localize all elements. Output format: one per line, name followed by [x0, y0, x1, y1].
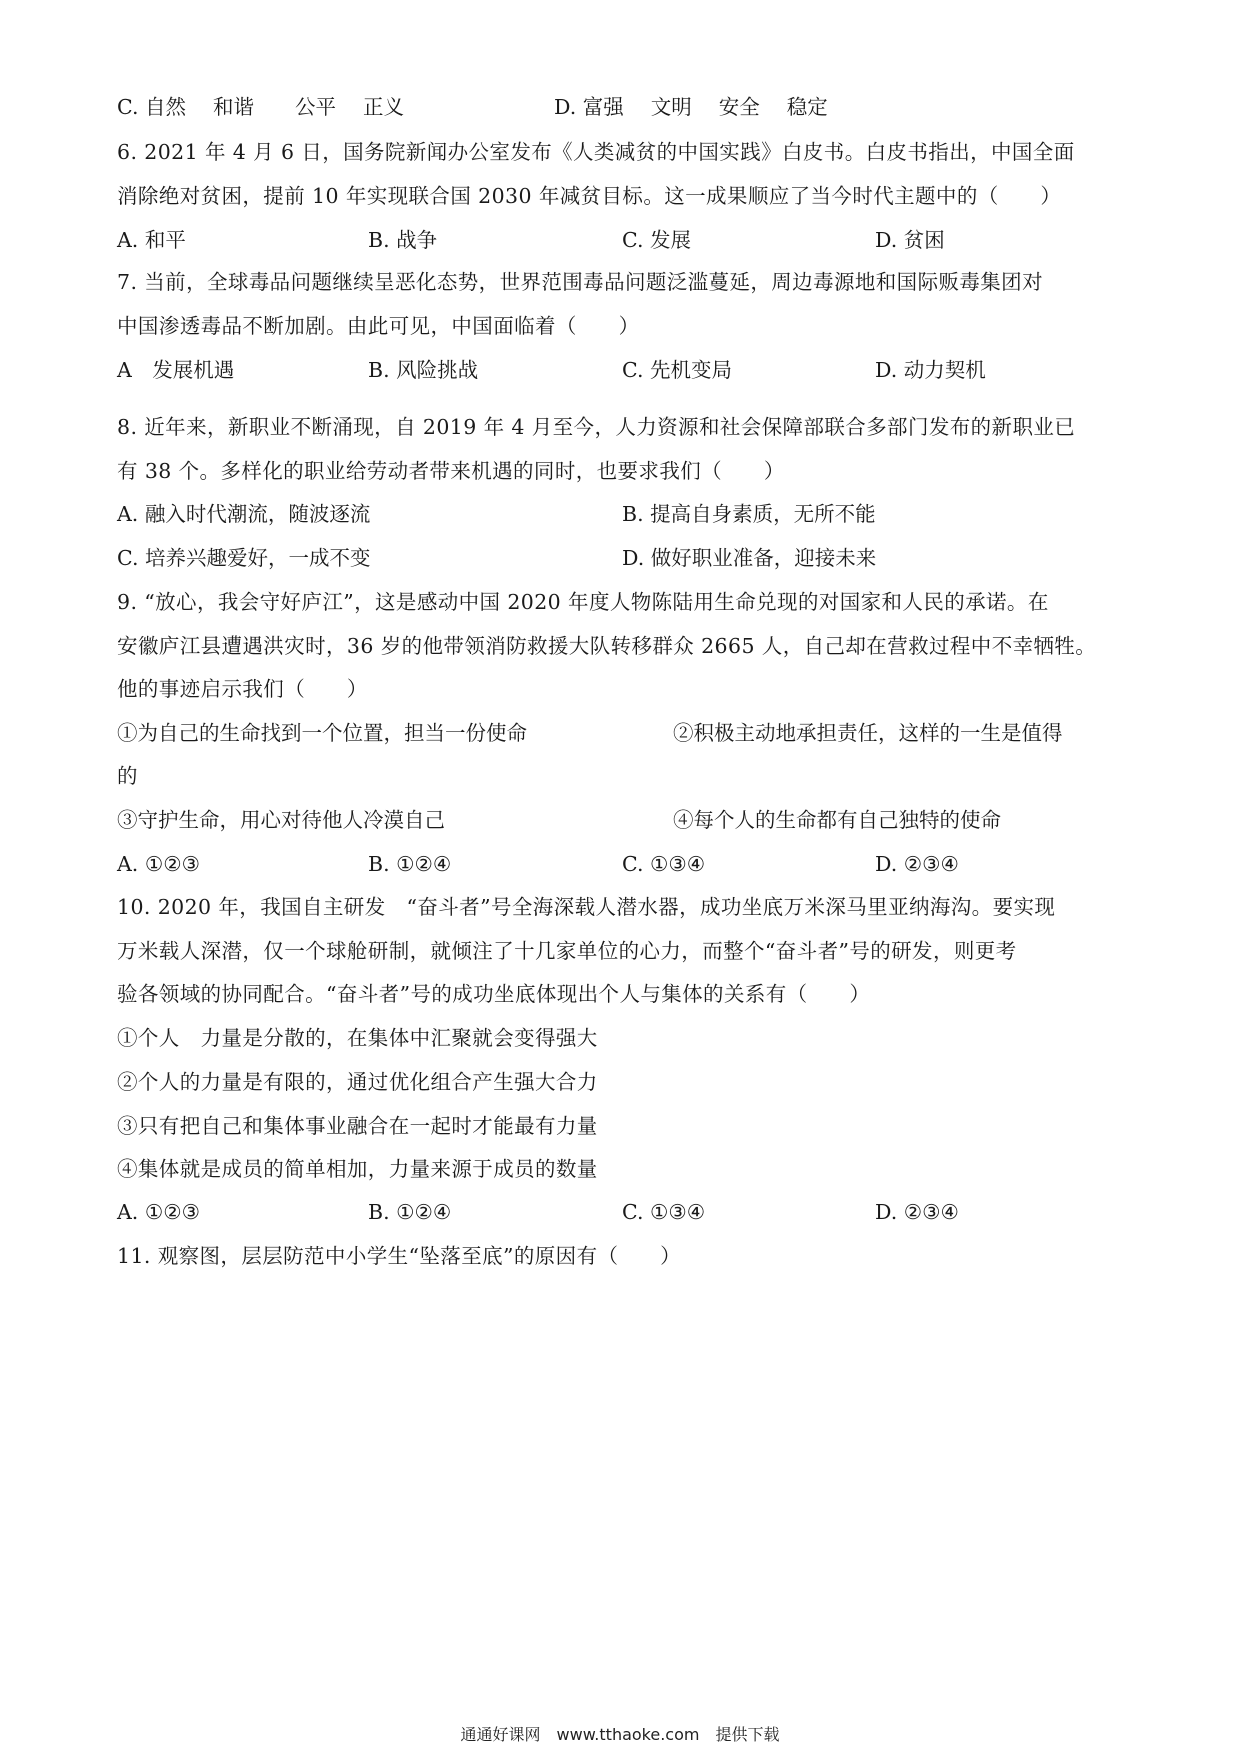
option-b: B. 提高自身素质，无所不能 [622, 502, 876, 526]
q8-options-row-2 [117, 545, 1117, 571]
question-7-line-2: 中国渗透毒品不断加剧。由此可见，中国面临着（ ） [117, 314, 640, 338]
option-c: C. 先机变局 [622, 358, 732, 382]
option-c: C. ①③④ [622, 1200, 706, 1224]
q7-options-row [117, 357, 1117, 383]
option-b: B. 风险挑战 [368, 358, 479, 382]
option-b: B. ①②④ [368, 1200, 452, 1224]
option-d: D. ②③④ [875, 1200, 959, 1224]
option-d: D. 动力契机 [875, 358, 986, 382]
statement-1: ①个人 力量是分散的，在集体中汇聚就会变得强大 [117, 1026, 598, 1050]
q9-statements-row-2 [117, 807, 1117, 833]
statement-2: ②个人的力量是有限的，通过优化组合产生强大合力 [117, 1070, 598, 1094]
option-d: D. 富强 文明 安全 稳定 [554, 95, 828, 119]
q9-options-row [117, 851, 1117, 877]
page-footer: 通通好课网 www.tthaoke.com 提供下载 [460, 1725, 780, 1744]
question-9-line-2: 安徽庐江县遭遇洪灾时，36 岁的他带领消防救援大队转移群众 2665 人，自己却在营救过程中不幸牺牲。 [117, 634, 1097, 658]
option-a: A. 和平 [117, 228, 186, 252]
question-8-line-1: 8. 近年来，新职业不断涌现，自 2019 年 4 月至今，人力资源和社会保障部联合多部门发布的新职业已 [117, 415, 1076, 439]
question-9-line-1: 9. “放心，我会守好庐江”，这是感动中国 2020 年度人物陈陆用生命兑现的对国家和人民的承诺。在 [117, 590, 1049, 614]
q10-options-row [117, 1199, 1117, 1225]
q5-options-row [117, 94, 1117, 120]
q9-statements-row-1 [117, 720, 1117, 746]
statement-2-wrap: 的 [117, 764, 138, 788]
statement-3: ③只有把自己和集体事业融合在一起时才能最有力量 [117, 1114, 598, 1138]
option-b: B. ①②④ [368, 852, 452, 876]
option-a: A. ①②③ [117, 1200, 200, 1224]
question-11-line-1: 11. 观察图，层层防范中小学生“坠落至底”的原因有（ ） [117, 1244, 682, 1268]
statement-3: ③守护生命，用心对待他人冷漠自己 [117, 808, 445, 832]
question-6-line-1: 6. 2021 年 4 月 6 日，国务院新闻办公室发布《人类减贫的中国实践》白皮书。白皮书指出，中国全面 [117, 140, 1075, 164]
option-d: D. ②③④ [875, 852, 959, 876]
option-d: D. 做好职业准备，迎接未来 [622, 546, 877, 570]
statement-4: ④每个人的生命都有自己独特的使命 [673, 808, 1001, 832]
option-a: A. 融入时代潮流，随波逐流 [117, 502, 371, 526]
question-6-line-2: 消除绝对贫困，提前 10 年实现联合国 2030 年减贫目标。这一成果顺应了当今时代主题中的（ ） [117, 184, 1062, 208]
question-9-line-3: 他的事迹启示我们（ ） [117, 677, 368, 701]
q8-options-row-1 [117, 501, 1117, 527]
option-c: C. 发展 [622, 228, 691, 252]
option-b: B. 战争 [368, 228, 438, 252]
option-a: A 发展机遇 [117, 358, 235, 382]
statement-1: ①为自己的生命找到一个位置，担当一份使命 [117, 721, 527, 745]
question-7-line-1: 7. 当前，全球毒品问题继续呈恶化态势，世界范围毒品问题泛滥蔓延，周边毒源地和国际贩毒集团对 [117, 270, 1043, 294]
question-10-line-1: 10. 2020 年，我国自主研发 “奋斗者”号全海深载人潜水器，成功坐底万米深马里亚纳海沟。要实现 [117, 895, 1056, 919]
statement-2: ②积极主动地承担责任，这样的一生是值得 [673, 721, 1063, 745]
question-8-line-2: 有 38 个。多样化的职业给劳动者带来机遇的同时，也要求我们（ ） [117, 459, 785, 483]
option-c: C. ①③④ [622, 852, 706, 876]
statement-4: ④集体就是成员的简单相加，力量来源于成员的数量 [117, 1157, 598, 1181]
option-a: A. ①②③ [117, 852, 200, 876]
option-c: C. 自然 和谐 公平 正义 [117, 95, 405, 119]
question-10-line-3: 验各领域的协同配合。“奋斗者”号的成功坐底体现出个人与集体的关系有（ ） [117, 982, 871, 1006]
question-10-line-2: 万米载人深潜，仅一个球舱研制，就倾注了十几家单位的心力，而整个“奋斗者”号的研发，则更考 [117, 939, 1017, 963]
option-d: D. 贫困 [875, 228, 945, 252]
q6-options-row [117, 227, 1117, 253]
option-c: C. 培养兴趣爱好，一成不变 [117, 546, 371, 570]
